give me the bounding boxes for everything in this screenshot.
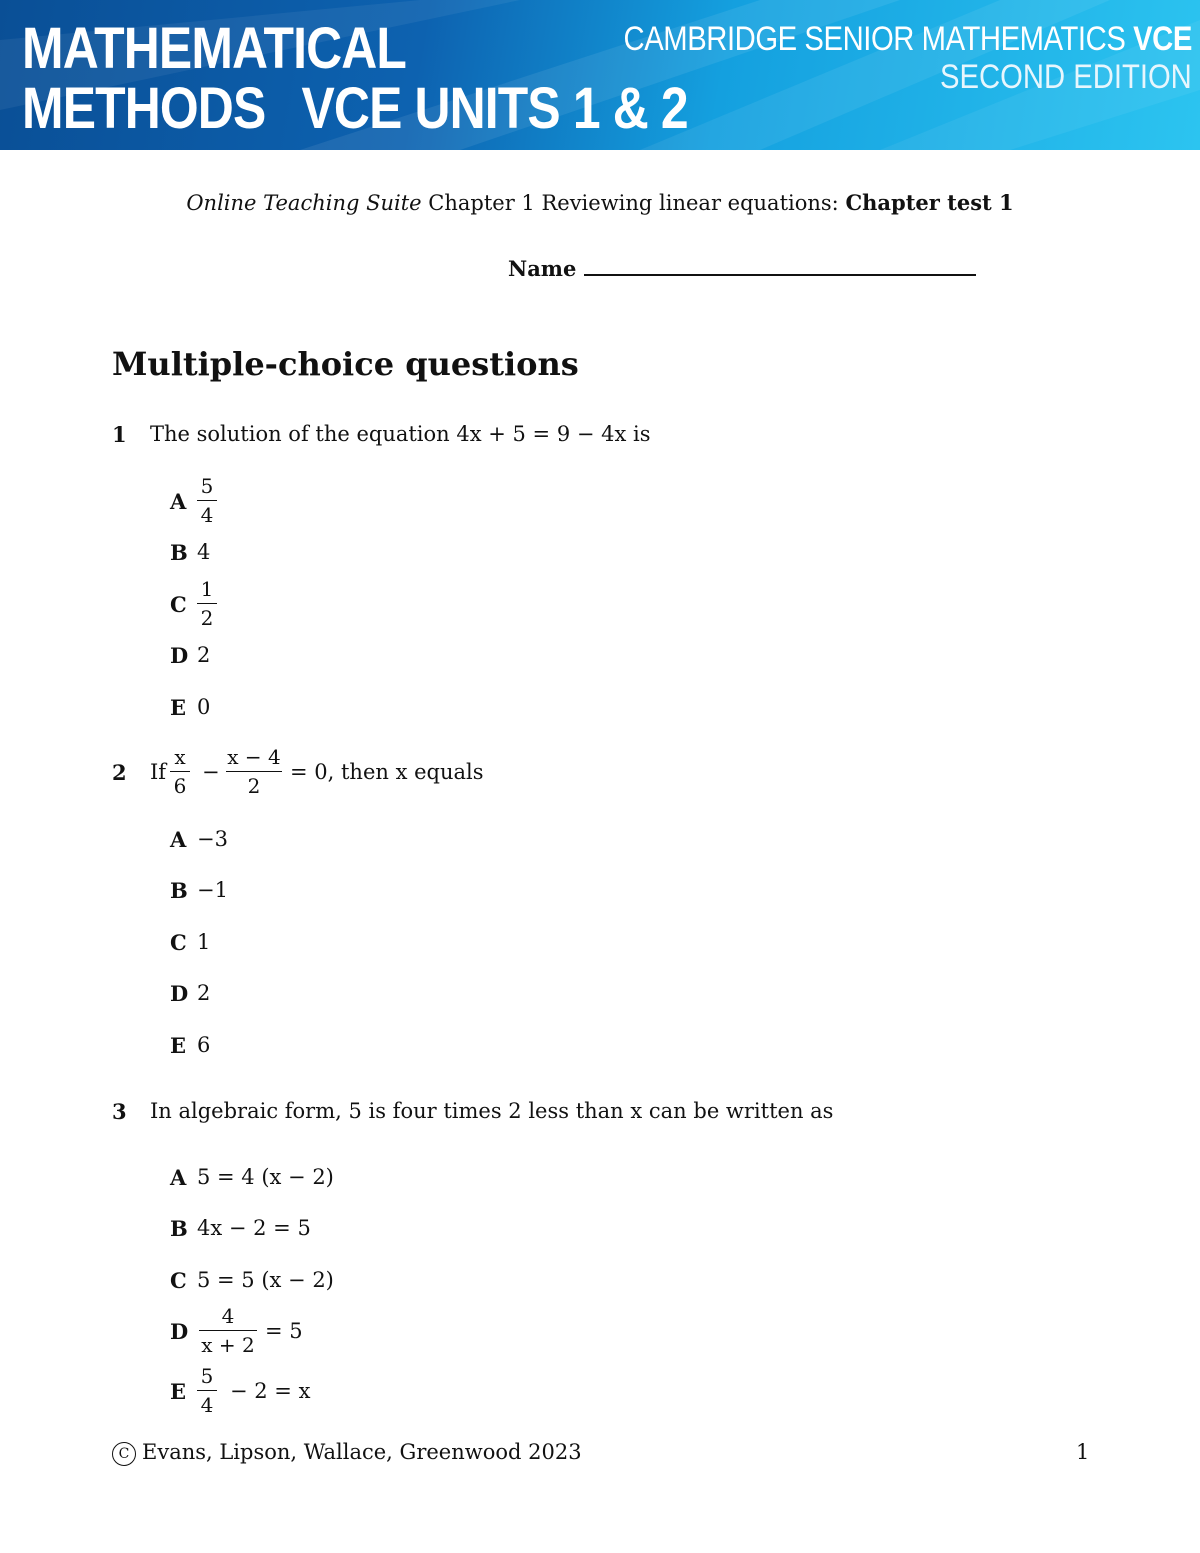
- banner-series: [624, 20, 1192, 59]
- name-blank[interactable]: [584, 256, 976, 276]
- name-label: Name: [508, 256, 577, 281]
- question-1-number: 1: [112, 422, 127, 447]
- question-2-number: 2: [112, 760, 127, 785]
- q1-option-d-letter: D: [170, 643, 189, 668]
- banner-series-text: CAMBRIDGE SENIOR MATHEMATICS: [623, 20, 1126, 58]
- q3-option-d-numerator: 4: [221, 1304, 235, 1328]
- q1-option-d-value: 2: [197, 643, 211, 667]
- question-1-text: The solution of the equation 4x + 5 = 9 − 4x is: [150, 422, 651, 446]
- q3-option-e-tail: − 2 = x: [230, 1379, 311, 1403]
- q3-option-e-fraction: [197, 1364, 217, 1417]
- question-2-text: = 0, then x equals: [290, 760, 484, 784]
- q2-option-a-letter: A: [170, 827, 187, 852]
- q1-option-c-denominator: 2: [200, 606, 214, 630]
- question-3-number: 3: [112, 1099, 127, 1124]
- q1-option-a-fraction: [197, 474, 217, 527]
- q1-option-b-letter: B: [170, 540, 188, 565]
- q2-fraction-1: [170, 745, 190, 798]
- q2-option-b-letter: B: [170, 878, 188, 903]
- q2-option-e-letter: E: [170, 1033, 187, 1058]
- q1-option-c-numerator: 1: [200, 577, 214, 601]
- q3-option-e-denominator: 4: [200, 1393, 214, 1417]
- banner-title-units: VCE UNITS 1 & 2: [301, 76, 688, 141]
- q3-option-d-denominator: x + 2: [201, 1333, 255, 1357]
- footer-copyright-text: Evans, Lipson, Wallace, Greenwood 2023: [142, 1440, 582, 1464]
- q3-option-d-letter: D: [170, 1319, 189, 1344]
- footer-copyright: [112, 1440, 582, 1466]
- banner-title-line2: [22, 76, 688, 141]
- q2-fraction-1-denominator: 6: [173, 774, 187, 798]
- q2-option-d-letter: D: [170, 981, 189, 1006]
- q1-option-c-fraction: [197, 577, 217, 630]
- q2-fraction-2-numerator: x − 4: [227, 745, 281, 769]
- q1-option-e-value: 0: [197, 695, 211, 719]
- q2-fraction-2-denominator: 2: [247, 774, 261, 798]
- q2-option-b-value: −1: [197, 878, 228, 902]
- q3-option-c-value: 5 = 5 (x − 2): [197, 1268, 334, 1292]
- banner-series-vce: VCE: [1133, 20, 1192, 58]
- test-name: Chapter test 1: [845, 190, 1014, 215]
- banner-edition: SECOND EDITION: [940, 58, 1192, 96]
- q1-option-a-letter: A: [170, 489, 187, 514]
- q3-option-a-letter: A: [170, 1165, 187, 1190]
- page-number: 1: [1076, 1440, 1090, 1464]
- q2-option-e-value: 6: [197, 1033, 211, 1057]
- q3-option-c-letter: C: [170, 1268, 187, 1293]
- q1-option-e-letter: E: [170, 695, 187, 720]
- q2-option-c-value: 1: [197, 930, 211, 954]
- q3-option-d-tail: = 5: [265, 1319, 303, 1343]
- copyright-icon: C: [112, 1442, 136, 1466]
- q2-fraction-2: [226, 745, 282, 798]
- banner-title-methods: METHODS: [22, 76, 266, 141]
- question-2-if: If: [150, 760, 167, 784]
- q3-option-e-letter: E: [170, 1379, 187, 1404]
- q2-option-d-value: 2: [197, 981, 211, 1005]
- q1-option-a-denominator: 4: [200, 503, 214, 527]
- suite-name: Online Teaching Suite: [186, 191, 422, 215]
- q1-option-b-value: 4: [197, 540, 211, 564]
- banner-title-line1: MATHEMATICAL: [22, 16, 407, 81]
- q2-fraction-1-numerator: x: [174, 745, 186, 769]
- q2-option-a-value: −3: [197, 827, 228, 851]
- q3-option-a-value: 5 = 4 (x − 2): [197, 1165, 334, 1189]
- header-banner: [0, 0, 1200, 150]
- q3-option-d-fraction: [199, 1304, 257, 1357]
- document-subtitle: [0, 190, 1200, 215]
- q3-option-b-letter: B: [170, 1216, 188, 1241]
- q2-minus: −: [202, 760, 220, 784]
- name-line: [508, 256, 976, 281]
- q3-option-e-numerator: 5: [200, 1364, 214, 1388]
- question-3-text: In algebraic form, 5 is four times 2 less than x can be written as: [150, 1099, 834, 1123]
- q3-option-b-value: 4x − 2 = 5: [197, 1216, 311, 1240]
- chapter-name: Chapter 1 Reviewing linear equations:: [428, 191, 839, 215]
- section-title: Multiple-choice questions: [112, 345, 579, 383]
- q2-option-c-letter: C: [170, 930, 187, 955]
- q1-option-c-letter: C: [170, 592, 187, 617]
- q1-option-a-numerator: 5: [200, 474, 214, 498]
